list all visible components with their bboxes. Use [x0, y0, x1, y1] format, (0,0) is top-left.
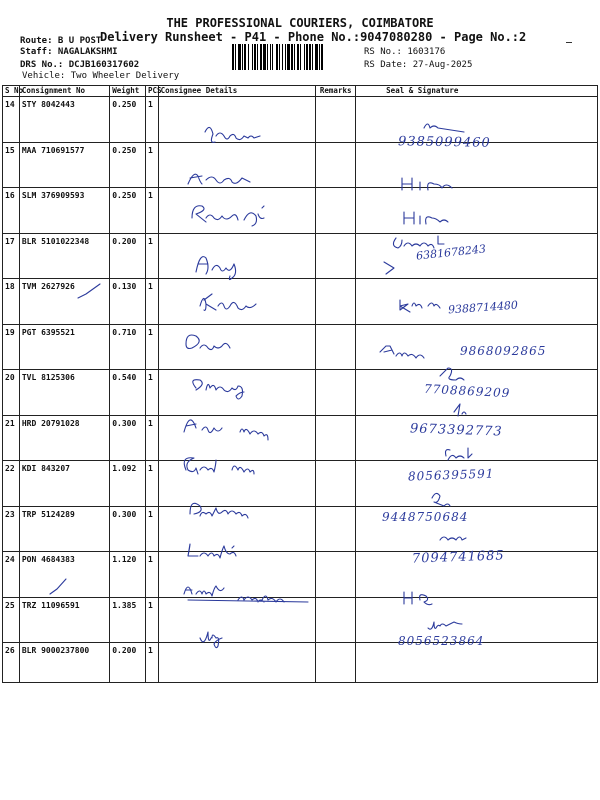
table-row — [3, 233, 598, 279]
corner-dash — [566, 42, 572, 43]
col-header-consignment: Consignment No — [19, 86, 109, 97]
runsheet-subtitle: Delivery Runsheet - P41 - Phone No.:9047080280 - Page No.:2 — [100, 30, 527, 44]
col-header-pcs: PCS — [145, 86, 158, 97]
row-pcs: 1 — [145, 279, 158, 325]
row-weight: 1.385 — [110, 597, 146, 643]
handwritten-phone: 9388714480 — [447, 298, 519, 317]
table-row — [3, 597, 598, 643]
runsheet-table — [2, 85, 598, 683]
row-consignee — [158, 552, 316, 598]
row-remarks — [316, 370, 356, 416]
row-consignment: TRP 5124289 — [19, 506, 109, 552]
row-consignee — [158, 597, 316, 643]
row-weight: 0.250 — [110, 142, 146, 188]
row-weight: 0.200 — [110, 233, 146, 279]
row-sno: 22 — [3, 461, 20, 507]
rs-number: RS No.: 1603176 — [364, 47, 446, 57]
row-pcs: 1 — [145, 597, 158, 643]
table-row — [3, 643, 598, 683]
handwritten-phone: 7708869209 — [423, 381, 511, 401]
row-remarks — [316, 233, 356, 279]
row-pcs: 1 — [145, 188, 158, 234]
handwritten-phone: 9448750684 — [382, 510, 469, 524]
row-consignee — [158, 97, 316, 143]
table-row — [3, 506, 598, 552]
table-row — [3, 142, 598, 188]
row-weight: 0.250 — [110, 188, 146, 234]
row-sno: 23 — [3, 506, 20, 552]
table-row — [3, 415, 598, 461]
row-consignee — [158, 324, 316, 370]
table-row — [3, 188, 598, 234]
handwritten-phone: 8056395591 — [407, 466, 495, 484]
row-pcs: 1 — [145, 643, 158, 683]
row-remarks — [316, 279, 356, 325]
row-sno: 15 — [3, 142, 20, 188]
row-remarks — [316, 597, 356, 643]
row-weight: 0.710 — [110, 324, 146, 370]
row-pcs: 1 — [145, 233, 158, 279]
rs-date: RS Date: 27-Aug-2025 — [364, 60, 473, 70]
row-weight: 0.130 — [110, 279, 146, 325]
table-row — [3, 461, 598, 507]
row-pcs: 1 — [145, 415, 158, 461]
row-consignment: MAA 710691577 — [19, 142, 109, 188]
row-consignee — [158, 370, 316, 416]
row-remarks — [316, 461, 356, 507]
col-header-consignee: Consignee Details — [158, 86, 316, 97]
row-weight: 0.300 — [110, 506, 146, 552]
row-remarks — [316, 324, 356, 370]
handwritten-phone: 9673392773 — [409, 421, 503, 440]
row-pcs: 1 — [145, 461, 158, 507]
vehicle-label: Vehicle: Two Wheeler Delivery — [22, 71, 180, 81]
row-remarks — [316, 188, 356, 234]
handwritten-phone: 9385099460 — [397, 134, 491, 151]
handwritten-phone: 9868092865 — [460, 344, 547, 358]
row-seal — [356, 643, 598, 683]
row-consignment: TVM 2627926 — [19, 279, 109, 325]
staff-label: Staff: NAGALAKSHMI — [20, 47, 118, 57]
row-sno: 19 — [3, 324, 20, 370]
row-consignee — [158, 506, 316, 552]
row-remarks — [316, 142, 356, 188]
handwritten-phone: 7094741685 — [411, 548, 505, 567]
row-sno: 17 — [3, 233, 20, 279]
table-header-row — [3, 86, 598, 97]
route-label: Route: B U POST — [20, 36, 102, 46]
row-consignee — [158, 279, 316, 325]
handwritten-phone: 6381678243 — [415, 242, 487, 263]
row-consignee — [158, 415, 316, 461]
row-consignment: PON 4684383 — [19, 552, 109, 598]
row-consignment: PGT 6395521 — [19, 324, 109, 370]
row-sno: 20 — [3, 370, 20, 416]
col-header-weight: Weight — [110, 86, 146, 97]
row-sno: 25 — [3, 597, 20, 643]
row-weight: 0.200 — [110, 643, 146, 683]
row-consignment: BLR 5101022348 — [19, 233, 109, 279]
row-pcs: 1 — [145, 97, 158, 143]
row-seal — [356, 188, 598, 234]
row-consignment: KDI 843207 — [19, 461, 109, 507]
col-header-seal: Seal & Signature — [356, 86, 598, 97]
row-consignee — [158, 643, 316, 683]
row-sno: 16 — [3, 188, 20, 234]
row-remarks — [316, 506, 356, 552]
row-sno: 14 — [3, 97, 20, 143]
row-consignment: STY 8042443 — [19, 97, 109, 143]
row-sno: 18 — [3, 279, 20, 325]
row-remarks — [316, 415, 356, 461]
row-pcs: 1 — [145, 370, 158, 416]
row-pcs: 1 — [145, 324, 158, 370]
drs-number: DRS No.: DCJB160317602 — [20, 60, 140, 70]
row-consignment: TVL 8125306 — [19, 370, 109, 416]
table-row — [3, 552, 598, 598]
row-sno: 24 — [3, 552, 20, 598]
row-consignee — [158, 233, 316, 279]
row-consignment: TRZ 11096591 — [19, 597, 109, 643]
row-consignment: SLM 376909593 — [19, 188, 109, 234]
row-consignee — [158, 461, 316, 507]
row-consignee — [158, 188, 316, 234]
row-sno: 26 — [3, 643, 20, 683]
row-consignee — [158, 142, 316, 188]
row-weight: 0.300 — [110, 415, 146, 461]
row-remarks — [316, 552, 356, 598]
table-row — [3, 97, 598, 143]
row-consignment: BLR 9000237800 — [19, 643, 109, 683]
row-remarks — [316, 97, 356, 143]
barcode — [232, 44, 358, 70]
row-sno: 21 — [3, 415, 20, 461]
handwritten-phone: 8056523864 — [398, 634, 485, 648]
row-consignment: HRD 20791028 — [19, 415, 109, 461]
row-weight: 1.120 — [110, 552, 146, 598]
row-weight: 0.540 — [110, 370, 146, 416]
runsheet-title: THE PROFESSIONAL COURIERS, COIMBATORE — [166, 16, 434, 30]
row-remarks — [316, 643, 356, 683]
col-header-remarks: Remarks — [316, 86, 356, 97]
col-header-sno: S No — [3, 86, 20, 97]
row-pcs: 1 — [145, 506, 158, 552]
row-pcs: 1 — [145, 142, 158, 188]
row-weight: 1.092 — [110, 461, 146, 507]
row-pcs: 1 — [145, 552, 158, 598]
row-weight: 0.250 — [110, 97, 146, 143]
